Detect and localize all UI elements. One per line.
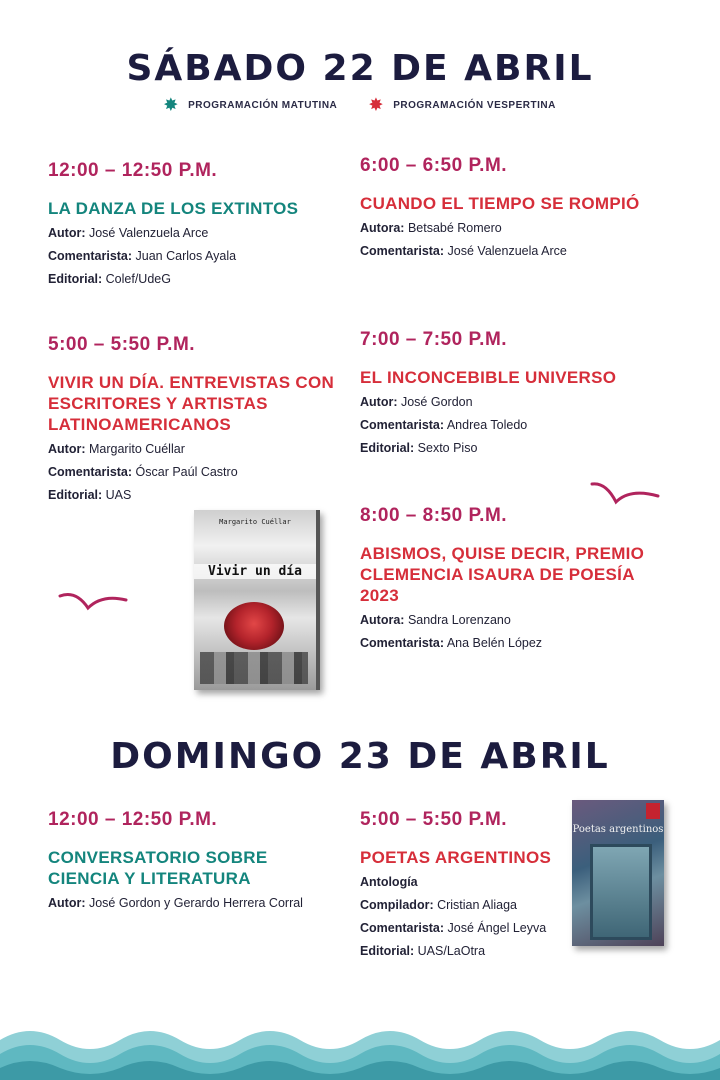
event-poetas-argentinos xyxy=(360,809,570,963)
legend-morning: PROGRAMACIÓN MATUTINA xyxy=(188,100,338,111)
event-commentator: Comentarista: José Valenzuela Arce xyxy=(360,244,567,258)
book-cover-vivir-un-dia xyxy=(194,510,320,690)
event-time: 7:00 – 7:50 P.M. xyxy=(360,329,508,350)
event-author: Autor: Margarito Cuéllar xyxy=(48,442,185,456)
event-author: Autor: José Gordon y Gerardo Herrera Corral xyxy=(48,896,303,910)
saturday-title: SÁBADO 22 DE ABRIL xyxy=(126,48,594,89)
event-author: Autor: José Gordon xyxy=(360,395,473,409)
event-commentator: Comentarista: Óscar Paúl Castro xyxy=(48,465,238,479)
event-time: 5:00 – 5:50 P.M. xyxy=(48,334,196,355)
bird-icon xyxy=(590,478,660,510)
event-title: LA DANZA DE LOS EXTINTOS xyxy=(48,199,299,218)
book-cover-poetas-argentinos xyxy=(572,800,664,946)
event-conversatorio xyxy=(48,809,338,915)
collage-image xyxy=(200,652,308,684)
event-title: EL INCONCEBIBLE UNIVERSO xyxy=(360,368,617,387)
afternoon-star-icon: ✸ xyxy=(369,96,384,114)
event-la-danza xyxy=(48,160,338,291)
event-commentator: Comentarista: Juan Carlos Ayala xyxy=(48,249,237,263)
book-title: Poetas argentinos xyxy=(572,824,664,835)
event-publisher: Editorial: Sexto Piso xyxy=(360,441,478,455)
event-title: POETAS ARGENTINOS xyxy=(360,848,552,867)
sunday-title: DOMINGO 23 DE ABRIL xyxy=(110,736,610,777)
event-commentator: Comentarista: Andrea Toledo xyxy=(360,418,528,432)
event-compiler: Compilador: Cristian Aliaga xyxy=(360,898,517,912)
event-time: 12:00 – 12:50 P.M. xyxy=(48,160,218,181)
event-title: VIVIR UN DÍA. ENTREVISTAS CON ESCRITORES Y ARTISTAS LATINOAMERICANOS xyxy=(48,373,335,434)
event-time: 5:00 – 5:50 P.M. xyxy=(360,809,508,830)
event-subtitle: Antología xyxy=(360,875,418,889)
event-time: 12:00 – 12:50 P.M. xyxy=(48,809,218,830)
rose-image xyxy=(224,602,284,650)
event-vivir-un-dia xyxy=(48,334,338,507)
event-publisher: Editorial: UAS/LaOtra xyxy=(360,944,486,958)
event-cuando-el-tiempo xyxy=(360,155,680,263)
event-commentator: Comentarista: José Ángel Leyva xyxy=(360,921,547,935)
publisher-badge xyxy=(646,803,660,819)
legend-afternoon: PROGRAMACIÓN VESPERTINA xyxy=(393,100,556,111)
bird-icon xyxy=(58,588,128,620)
event-title: CONVERSATORIO SOBRE CIENCIA Y LITERATURA xyxy=(48,848,268,888)
event-publisher: Editorial: Colef/UdeG xyxy=(48,272,171,286)
door-image xyxy=(590,844,652,940)
event-el-inconcebible xyxy=(360,329,680,460)
legend xyxy=(0,96,720,114)
waves-decoration xyxy=(0,1018,720,1080)
event-publisher: Editorial: UAS xyxy=(48,488,132,502)
book-author: Margarito Cuéllar xyxy=(219,518,291,526)
event-author: Autor: José Valenzuela Arce xyxy=(48,226,209,240)
book-title: Vivir un día xyxy=(194,564,316,579)
event-author: Autora: Betsabé Romero xyxy=(360,221,502,235)
event-time: 6:00 – 6:50 P.M. xyxy=(360,155,508,176)
event-title: CUANDO EL TIEMPO SE ROMPIÓ xyxy=(360,194,640,213)
event-title: ABISMOS, QUISE DECIR, PREMIO CLEMENCIA ISAURA DE POESÍA 2023 xyxy=(360,544,645,605)
event-time: 8:00 – 8:50 P.M. xyxy=(360,505,508,526)
event-abismos xyxy=(360,505,660,655)
event-commentator: Comentarista: Ana Belén López xyxy=(360,636,543,650)
morning-star-icon: ✸ xyxy=(164,96,179,114)
event-author: Autora: Sandra Lorenzano xyxy=(360,613,511,627)
